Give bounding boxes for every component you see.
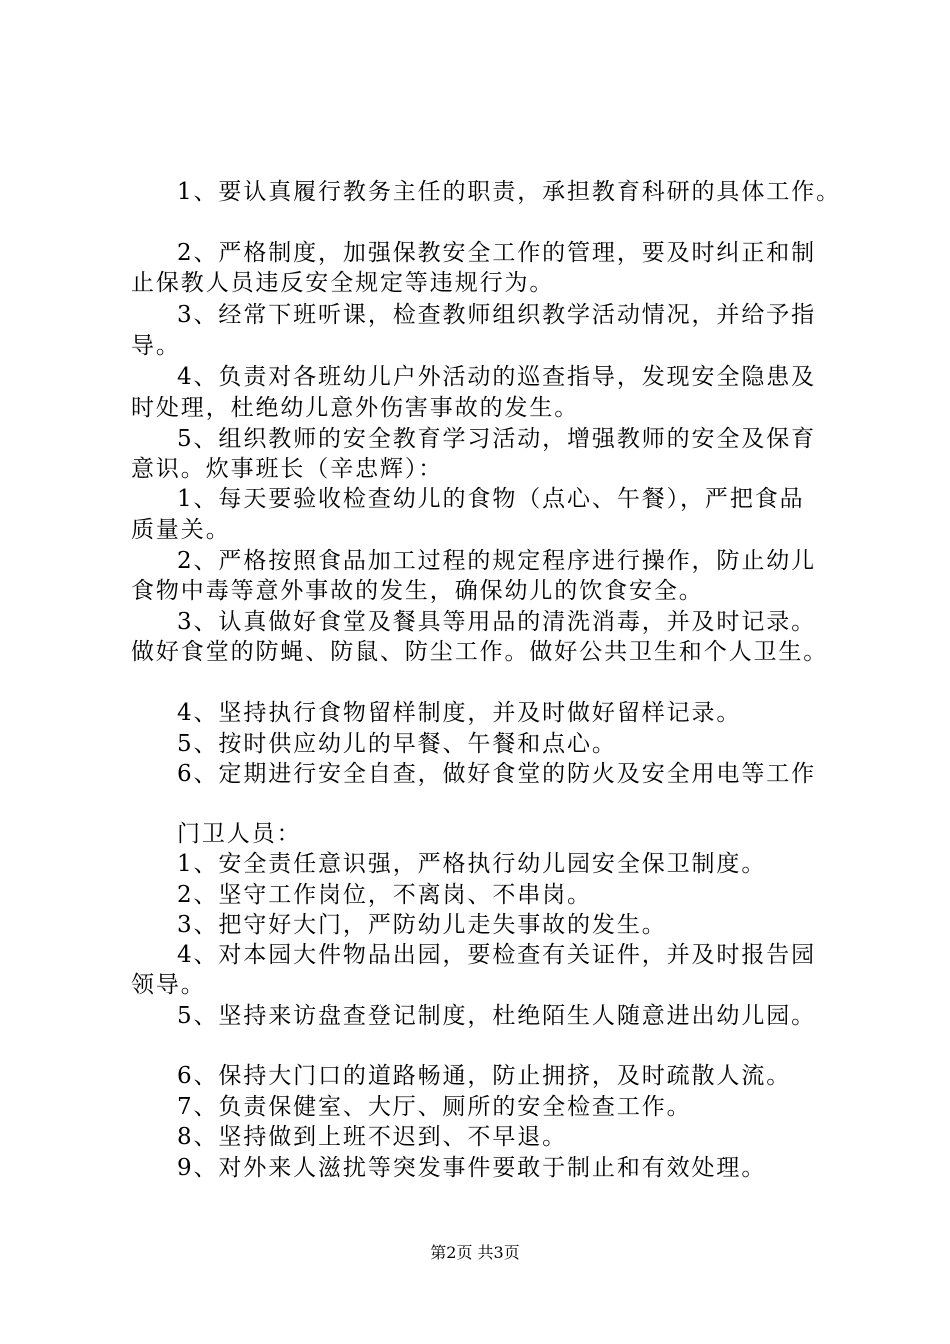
text-line: 2、严格制度，加强保教安全工作的管理，要及时纠正和制	[177, 240, 817, 266]
text-line: 时处理，杜绝幼儿意外伤害事故的发生。	[131, 395, 580, 421]
text-line: 1、安全责任意识强，严格执行幼儿园安全保卫制度。	[177, 851, 767, 877]
text-line: 5、组织教师的安全教育学习活动，增强教师的安全及保育	[177, 426, 817, 452]
text-line: 食物中毒等意外事故的发生，确保幼儿的饮食安全。	[131, 578, 704, 604]
page-number-footer: 第2页 共3页	[430, 1243, 520, 1262]
text-line: 5、坚持来访盘查登记制度，杜绝陌生人随意进出幼儿园。	[177, 1003, 817, 1029]
text-line: 做好食堂的防蝇、防鼠、防尘工作。做好公共卫生和个人卫生。	[131, 639, 829, 665]
text-line: 8、坚持做到上班不迟到、不早退。	[177, 1124, 568, 1150]
text-line: 4、对本园大件物品出园，要检查有关证件，并及时报告园	[177, 942, 817, 968]
text-line: 6、保持大门口的道路畅通，防止拥挤，及时疏散人流。	[177, 1063, 792, 1089]
text-line: 2、坚守工作岗位，不离岗、不串岗。	[177, 882, 592, 908]
text-line: 止保教人员违反安全规定等违规行为。	[131, 270, 555, 296]
text-line: 质量关。	[131, 517, 231, 543]
text-line: 1、要认真履行教务主任的职责，承担教育科研的具体工作。	[177, 179, 841, 205]
text-line: 2、严格按照食品加工过程的规定程序进行操作，防止幼儿	[177, 548, 817, 574]
text-line: 3、经常下班听课，检查教师组织教学活动情况，并给予指	[177, 302, 817, 328]
text-line: 导。	[131, 333, 181, 359]
text-line: 领导。	[131, 972, 206, 998]
text-line: 6、定期进行安全自查，做好食堂的防火及安全用电等工作	[177, 761, 817, 787]
text-line: 4、负责对各班幼儿户外活动的巡查指导，发现安全隐患及	[177, 364, 817, 390]
text-line: 7、负责保健室、大厅、厕所的安全检查工作。	[177, 1094, 692, 1120]
text-line: 5、按时供应幼儿的早餐、午餐和点心。	[177, 731, 617, 757]
text-line: 意识。炊事班长（辛忠辉）：	[131, 456, 444, 482]
text-line: 1、每天要验收检查幼儿的食物（点心、午餐），严把食品	[177, 486, 805, 512]
text-line: 3、把守好大门，严防幼儿走失事故的发生。	[177, 912, 667, 938]
text-line: 9、对外来人滋扰等突发事件要敢于制止和有效处理。	[177, 1155, 767, 1181]
text-line: 4、坚持执行食物留样制度，并及时做好留样记录。	[177, 700, 742, 726]
text-line: 3、认真做好食堂及餐具等用品的清洗消毒，并及时记录。	[177, 609, 817, 635]
section-heading: 门卫人员：	[177, 821, 302, 847]
